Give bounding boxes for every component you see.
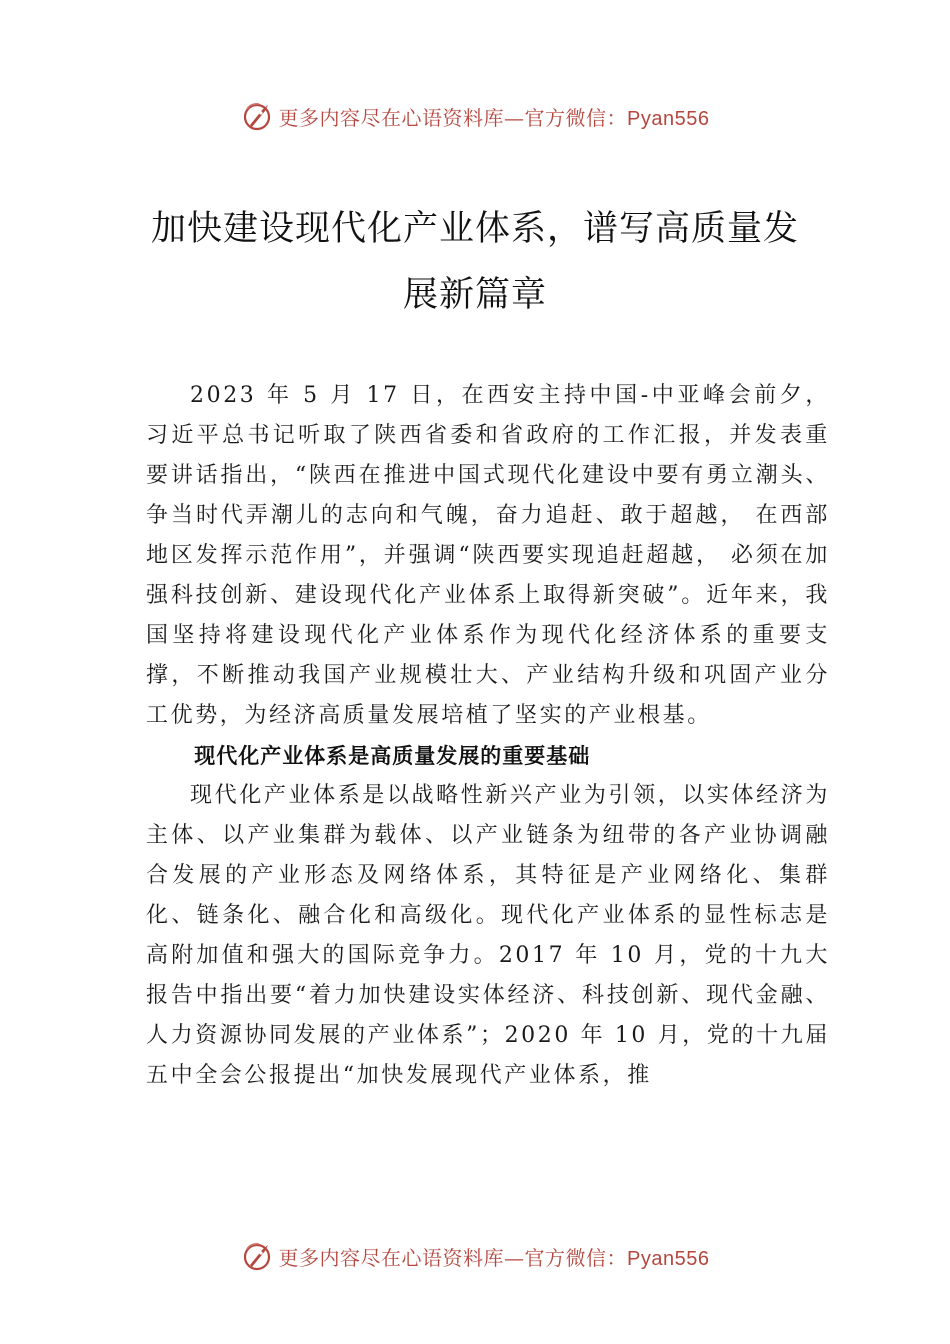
section-heading: 现代化产业体系是高质量发展的重要基础 (194, 744, 591, 768)
paragraph-1: 2023 年 5 月 17 日，在西安主持中国-中亚峰会前夕，习近平总书记听取了陕西省委和省政府的工作汇报，并发表重要讲话指出，“陕西在推进中国式现代化建设中要有勇立潮头、争当时代弄潮儿的志向和气魄，奋力追赶、敢于超越， 在西部地区发挥示范作用”，并强调“陕西要实现追赶超越， 必须在加强科技创新、建设现代化产业体系上取得新突破”。近年来，我国坚持将建设现代化产业体系作为现代化经济体系的重要支撑，不断推动我国产业规模壮大、产业结构升级和巩固产业分工优势，为经济高质量发展培植了坚实的产业根基。 (146, 383, 830, 728)
banner-separator: — (504, 105, 525, 130)
pen-nib-logo-icon (241, 1239, 275, 1273)
footer-banner (0, 1236, 950, 1276)
pen-nib-logo-icon (241, 99, 275, 133)
title-line-1: 加快建设现代化产业体系，谱写高质量发 (150, 209, 799, 249)
wechat-label: 官方微信： (524, 105, 628, 130)
banner-separator: — (504, 1245, 525, 1270)
brand-text: 更多内容尽在心语资料库 (278, 1245, 505, 1270)
banner-text (279, 1242, 710, 1271)
wechat-id: Pyan556 (627, 107, 710, 130)
paragraph-2: 现代化产业体系是以战略性新兴产业为引领，以实体经济为主体、以产业集群为载体、以产业链条为纽带的各产业协调融合发展的产业形态及网络体系，其特征是产业网络化、集群化、链条化、融合化和高级化。现代化产业体系的显性标志是高附加值和强大的国际竞争力。2017 年 10 月，党的十九大报告中指出要“着力加快建设实体经济、科技创新、现代金融、人力资源协同发展的产业体系”；2020 年 10 月，党的十九届五中全会公报提出“加快发展现代产业体系，推 (146, 783, 830, 1088)
wechat-label: 官方微信： (524, 1245, 628, 1270)
title-line-2: 展新篇章 (402, 275, 547, 315)
wechat-id: Pyan556 (627, 1247, 710, 1270)
banner-text (279, 102, 710, 131)
document-body (146, 376, 830, 1096)
brand-text: 更多内容尽在心语资料库 (278, 105, 505, 130)
document-title (150, 196, 800, 328)
header-banner (0, 96, 950, 136)
